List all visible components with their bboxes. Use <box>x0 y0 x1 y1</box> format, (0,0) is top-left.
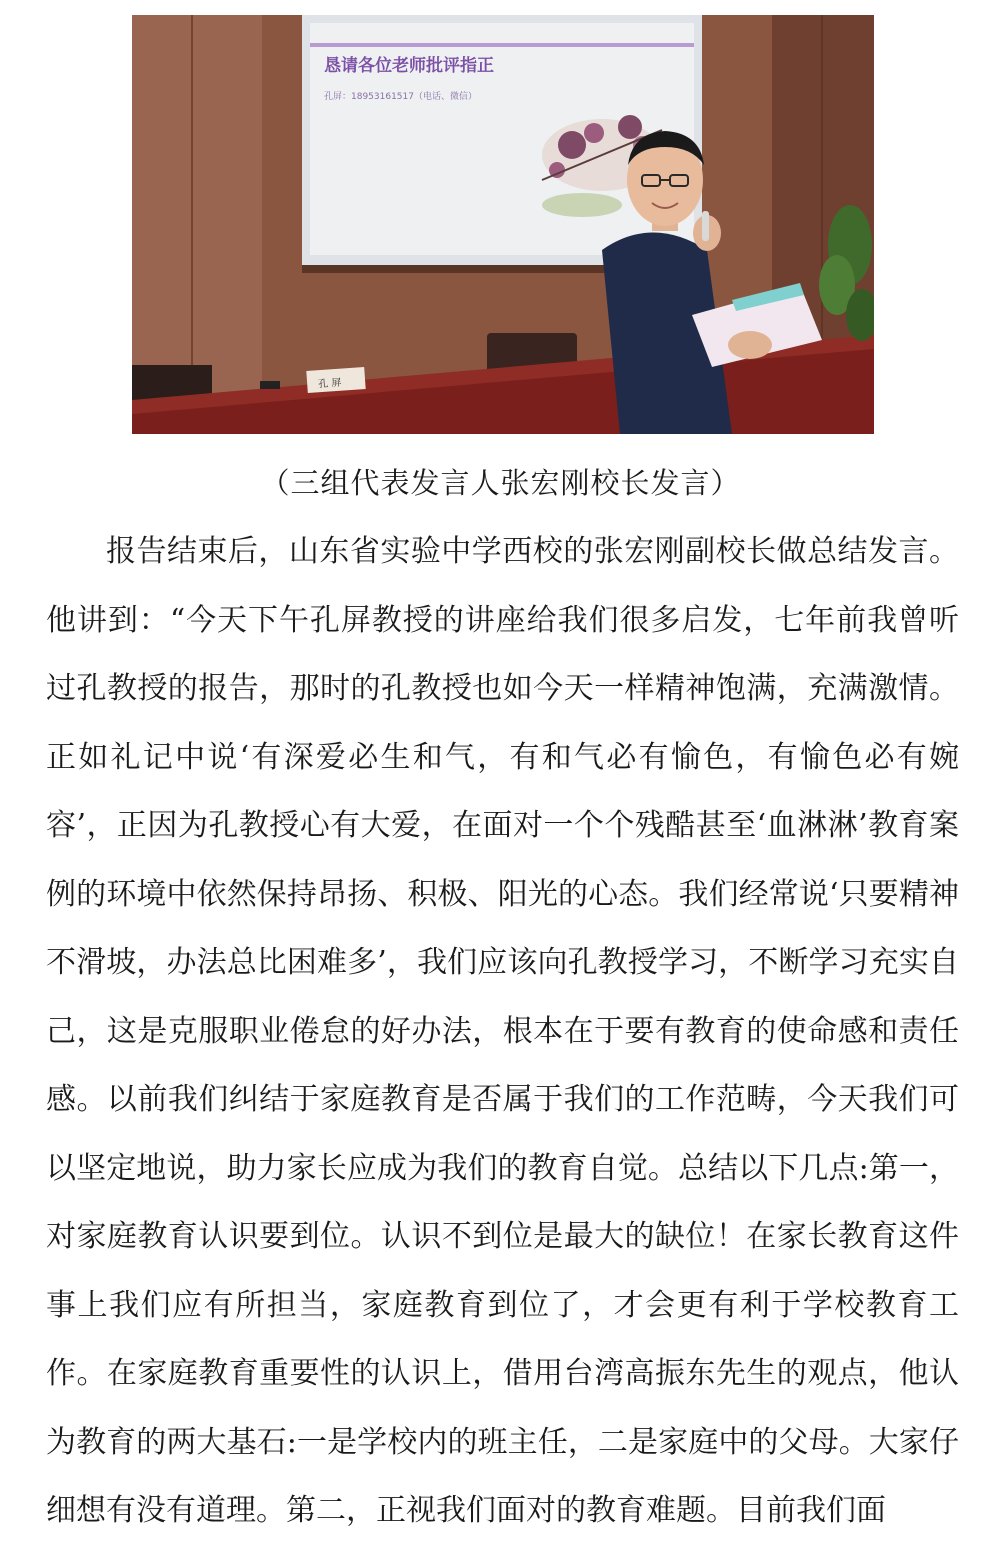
body-paragraph: 报告结束后，山东省实验中学西校的张宏刚副校长做总结发言。他讲到：“今天下午孔屏教授的讲座给我们很多启发，七年前我曾听过孔教授的报告，那时的孔教授也如今天一样精神饱满，充满激情。正如礼记中说‘有深爱必生和气，有和气必有愉色，有愉色必有婉容’，正因为孔教授心有大爱，在面对一个个残酷甚至‘血淋淋’教育案例的环境中依然保持昂扬、积极、阳光的心态。我们经常说‘只要精神不滑坡，办法总比困难多’，我们应该向孔教授学习，不断学习充实自己，这是克服职业倦怠的好办法，根本在于要有教育的使命感和责任感。以前我们纠结于家庭教育是否属于我们的工作范畴，今天我们可以坚定地说，助力家长应成为我们的教育自觉。总结以下几点:第一，对家庭教育认识要到位。认识不到位是最大的缺位！在家长教育这件事上我们应有所担当，家庭教育到位了，才会更有利于学校教育工作。在家庭教育重要性的认识上，借用台湾高振东先生的观点，他认为教育的两大基石:一是学校内的班主任，二是家庭中的父母。大家仔细想有没有道理。第二，正视我们面对的教育难题。目前我们面 <box>46 534 959 1528</box>
speaker-photo <box>132 15 874 434</box>
slide-title: 恳请各位老师批评指正 <box>324 56 494 76</box>
slide-contact: 孔屏：18953161517（电话、微信） <box>324 92 477 102</box>
photo-caption: （三组代表发言人张宏刚校长发言） <box>260 466 741 500</box>
nameplate-text: 孔 屏 <box>317 377 342 391</box>
